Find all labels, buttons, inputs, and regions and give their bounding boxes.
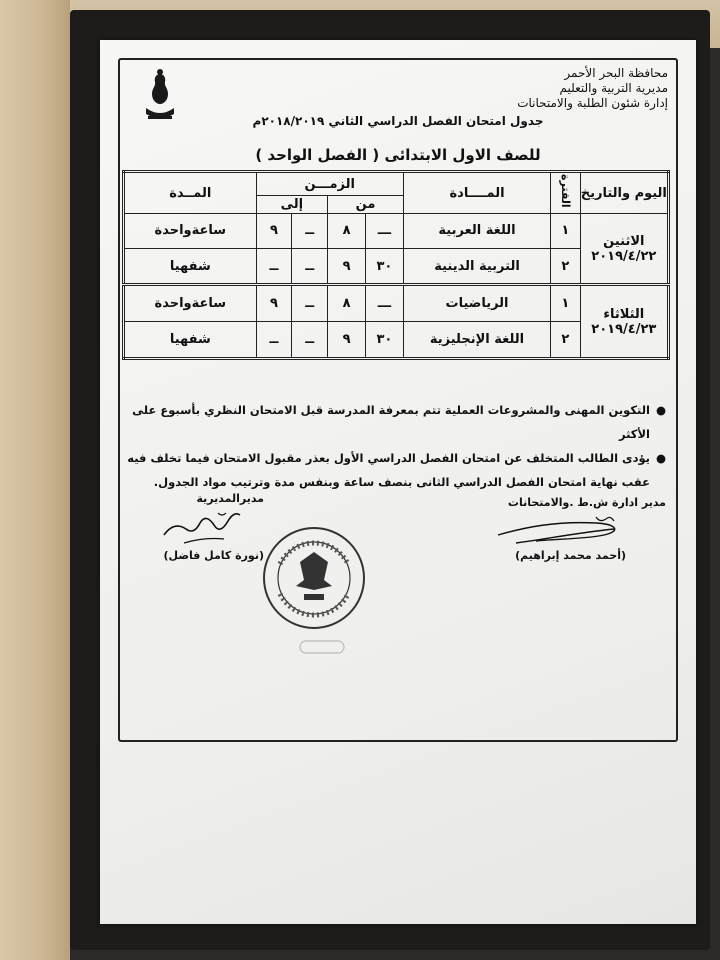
period-cell: ١: [551, 214, 580, 249]
subject-cell: التربية الدينية: [403, 248, 550, 285]
signatory-name: (نورة كامل فاضل): [163, 549, 264, 562]
to-hour-cell: ــ: [256, 322, 292, 359]
directorate-name: مديرية التربية والتعليم: [559, 81, 668, 95]
from-hour-cell: ٩: [328, 248, 366, 285]
header-subject: المــــادة: [403, 172, 550, 214]
table-row: [124, 285, 669, 322]
to-minutes-cell: ــ: [292, 248, 328, 285]
day-date: ٢٠١٩/٤/٢٢: [591, 248, 657, 264]
table-row: [124, 214, 669, 249]
to-minutes-cell: ــ: [292, 322, 328, 359]
header-duration: المــدة: [124, 172, 257, 214]
to-minutes-cell: ــ: [292, 285, 328, 322]
day-date: ٢٠١٩/٤/٢٣: [591, 321, 657, 337]
note-text: يؤدى الطالب المتخلف عن امتحان الفصل الدراسي الأول بعذر مقبول الامتحان فيما تخلف فيه عقب نهاية امتحان الفصل الدراسي الثانى بنصف ساعة وبنفس مدة وترتيب مواد الجدول.: [127, 451, 650, 489]
subject-cell: الرياضيات: [403, 285, 550, 322]
duration-cell: ساعةواحدة: [124, 285, 257, 322]
header-time: الزمـــن: [256, 172, 403, 196]
period-cell: ٢: [551, 248, 580, 285]
list-item: [126, 446, 666, 494]
subject-cell: اللغة العربية: [403, 214, 550, 249]
header-from: من: [328, 196, 404, 214]
table-header-row: [124, 172, 669, 196]
header-day-date: اليوم والتاريخ: [580, 172, 668, 214]
document-title: جدول امتحان الفصل الدراسي الثاني ٢٠١٨/٢٠١٩م: [252, 114, 544, 128]
duration-cell: شفهيا: [124, 322, 257, 359]
bullet-icon: ●: [655, 403, 666, 417]
to-minutes-cell: ــ: [292, 214, 328, 249]
from-minutes-cell: ٣٠: [366, 248, 404, 285]
day-cell: [580, 285, 668, 359]
from-minutes-cell: ـــ: [366, 214, 404, 249]
from-hour-cell: ٨: [328, 285, 366, 322]
exam-schedule-table: [122, 170, 670, 360]
subject-cell: اللغة الإنجليزية: [403, 322, 550, 359]
period-cell: ١: [551, 285, 580, 322]
duration-cell: ساعةواحدة: [124, 214, 257, 249]
issuing-authority: [517, 66, 668, 111]
signature-block-directorate: [124, 492, 264, 562]
signatory-title: مدير ادارة ش.ط .والامتحانات: [507, 496, 666, 509]
header-period: الفترة: [551, 172, 580, 214]
department-name: إدارة شئون الطلبة والامتحانات: [517, 96, 668, 110]
bullet-icon: ●: [655, 451, 666, 465]
governorate-name: محافظة البحر الأحمر: [564, 66, 668, 80]
notes-list: [126, 398, 666, 494]
day-name: الثلاثاء: [603, 306, 645, 322]
to-hour-cell: ٩: [256, 214, 292, 249]
from-hour-cell: ٩: [328, 322, 366, 359]
note-text: التكوين المهنى والمشروعات العملية تتم بمعرفة المدرسة قبل الامتحان النظري بأسبوع على الأكثر: [132, 403, 650, 441]
to-hour-cell: ــ: [256, 248, 292, 285]
document-subtitle: للصف الاول الابتدائى ( الفصل الواحد ): [255, 146, 541, 164]
handwritten-signature-icon: [154, 505, 254, 549]
header-to: إلى: [256, 196, 328, 214]
faint-stamp-mark-icon: [298, 638, 346, 656]
day-name: الاثنين: [603, 233, 645, 249]
from-hour-cell: ٨: [328, 214, 366, 249]
from-minutes-cell: ٣٠: [366, 322, 404, 359]
signatory-title: مديرالمديرية: [196, 492, 264, 505]
exam-schedule-document: [100, 40, 696, 924]
duration-cell: شفهيا: [124, 248, 257, 285]
handwritten-signature-icon: [496, 509, 626, 549]
list-item: [126, 398, 666, 446]
to-hour-cell: ٩: [256, 285, 292, 322]
day-cell: [580, 214, 668, 285]
wood-background: [0, 0, 70, 960]
signature-block-department: [466, 496, 666, 562]
period-cell: ٢: [551, 322, 580, 359]
signatory-name: (أحمد محمد إبراهيم): [515, 549, 626, 562]
from-minutes-cell: ـــ: [366, 285, 404, 322]
official-seal-stamp-icon: [260, 524, 368, 632]
